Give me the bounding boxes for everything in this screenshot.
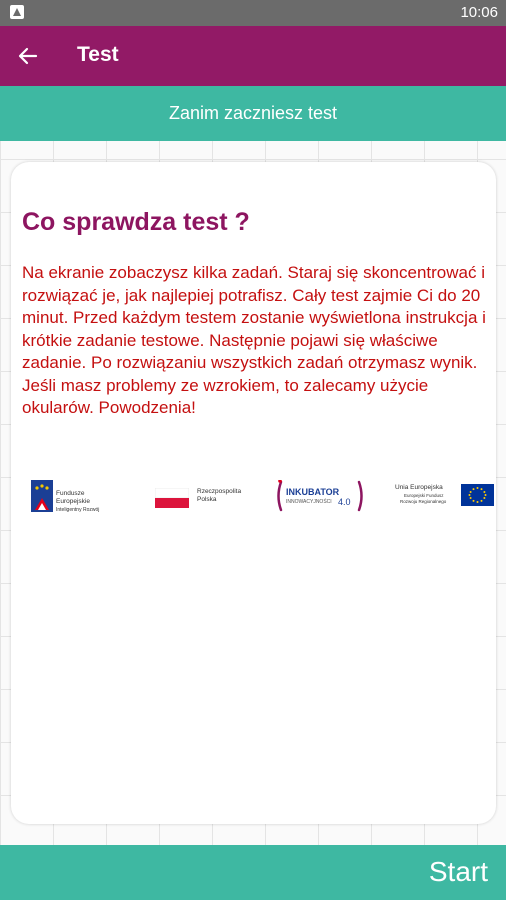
inkubator-bracket-icon [274,480,366,514]
sub-header-bar [0,86,506,141]
inkubator-line-2: INNOWACYJNOŚCI [286,499,332,505]
sub-header-title: Zanim zaczniesz test [168,103,338,123]
rp-line-1: Rzeczpospolita [197,488,242,495]
unia-europejska-logo [395,478,495,518]
status-bar [0,0,506,26]
rzeczpospolita-polska-logo [155,478,255,518]
polish-flag-icon [155,488,189,508]
start-button[interactable]: Start [428,856,488,887]
ue-line-2: Europejski Fundusz [404,493,444,498]
fundusze-europejskie-icon [31,480,53,512]
inkubator-version: 4.0 [338,497,351,507]
ue-line-1: Unia Europejska [395,484,443,491]
bottom-action-bar [0,845,506,900]
rp-line-2: Polska [197,496,217,503]
arrow-left-icon [18,46,38,66]
fundusze-europejskie-logo [31,478,111,518]
fe-line-3: Inteligentny Rozwój [56,507,100,513]
info-card [11,162,496,824]
ue-line-3: Rozwoju Regionalnego [400,499,447,504]
inkubator-line-1: INKUBATOR [286,487,340,497]
app-bar [0,26,506,86]
funding-logos-strip [31,478,487,518]
card-body-text: Na ekranie zobaczysz kilka zadań. Staraj się skoncentrować i rozwiązać je, jak najlepiej potrafisz. Cały test zajmie Ci do 20 minut. Przed każdym testem zostanie wyświetlona instrukcja i krótkie zadanie testowe. Następnie pojawi się właściwe zadanie. Po rozwiązaniu wszystkich zadań otrzymasz wynik. Jeśli masz problemy ze wzrokiem, to zalecamy użycie okularów. Powodzenia! [22,263,486,417]
app-notification-icon [10,5,24,19]
back-button[interactable] [10,38,46,74]
eu-flag-icon [461,484,494,506]
fe-line-2: Europejskie [56,498,90,505]
card-heading: Co sprawdza test ? [22,208,250,236]
status-clock: 10:06 [460,4,498,21]
page-title: Test [77,43,119,66]
inkubator-innowacyjnosci-logo [274,478,366,518]
fe-line-1: Fundusze [56,490,85,497]
